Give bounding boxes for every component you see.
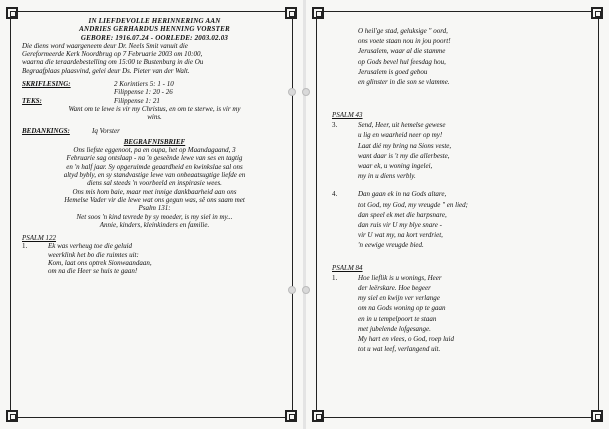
brief-line: Ons mis hom baie, maar met innige dankbaarheid aan ons — [72, 187, 237, 196]
verse-line: Dan gaan ek in na Gods altare, — [358, 190, 447, 199]
service-intro — [22, 42, 287, 75]
teks-quote-end: wins. — [147, 113, 162, 122]
psalm-43-heading: PSALM 43 — [332, 111, 363, 119]
verse-line: want daar is 't my die allerbeste, — [358, 151, 450, 160]
corner-ornament — [591, 7, 603, 19]
verse-number: 3. — [332, 121, 338, 130]
bedankings-label: BEDANKINGS: — [22, 126, 70, 135]
skriflesing-row — [22, 80, 287, 88]
brief-line: Psalm 131: — [138, 204, 171, 213]
psalm-84-heading: PSALM 84 — [332, 263, 363, 272]
verse-line: waar ek, u woning ingelei, — [358, 162, 433, 171]
corner-ornament — [591, 410, 603, 422]
verse-line: u lig en waarheid neer op my! — [358, 131, 443, 140]
verse-line: Jerusalem is goed gebou — [358, 67, 428, 76]
corner-ornament — [312, 410, 324, 422]
brief-line: diens sal steeds 'n voorbeeld en inspirasie wees. — [87, 179, 222, 188]
verse-line: Ek was verheug toe die geluid — [48, 242, 133, 251]
verse-line: dan speel ek met die harpsnare, — [358, 210, 447, 219]
begrafnisbrief-heading: BEGRAFNISBRIEF — [123, 137, 186, 146]
left-page — [0, 0, 303, 429]
verse-line: O heil'ge stad, geluksige " oord, — [358, 27, 448, 35]
verse-line: Kom, laat ons optrek Sionwaandaan, — [48, 259, 152, 268]
teks-ref: Filippense 1: 21 — [114, 96, 160, 105]
psalm-122-verse-1 — [22, 242, 287, 275]
teks-quote: Want om te lewe is vir my Christus, en om te sterwe, is vir my — [68, 104, 241, 113]
verse-line: om na die Heer se huis te gaan! — [48, 267, 138, 276]
psalm-43-verse-3 — [332, 120, 593, 181]
verse-number: 1. — [332, 273, 338, 282]
psalm-122-continued — [358, 26, 593, 87]
brief-line: Ons liefste eggenoot, pa en oupa, het op Maandagaand, 3 — [73, 146, 236, 155]
right-page-content — [358, 26, 593, 87]
verse-line: en glinster in die son se vlamme. — [358, 78, 450, 87]
memorial-title-line1: IN LIEFDEVOLLE HERINNERING AAN — [88, 17, 221, 25]
binder-hole — [288, 88, 296, 96]
birth-death-dates: GEBORE: 1916.07.24 - OORLEDE: 2003.02.03 — [80, 33, 229, 42]
skriflesing-row-2 — [22, 88, 287, 96]
intro-line: Die diens word waargeneem deur Dr. Neels Smit vanuit die — [22, 41, 188, 50]
psalm-43-verse-4 — [332, 189, 593, 250]
verse-line: vir U wat my, na kort verdriet, — [358, 231, 443, 240]
verse-line: Jerusalem, waar al die stamme — [358, 47, 446, 56]
verse-line: My hart en vlees, o God, roep luid — [358, 335, 454, 344]
brief-line: Februarie sag ontslaap - na 'n geseënde lewe van ses en tagtig — [66, 154, 243, 163]
skriflesing-ref-1: 2 Korintiers 5: 1 - 10 — [114, 80, 174, 89]
left-page-content — [22, 17, 287, 276]
verse-line: Laat dié my bring na Sions veste, — [358, 141, 452, 150]
verse-line: en in u tempelpoort te staan — [358, 314, 437, 323]
verse-line: Hoe lieflik is u wonings, Heer — [358, 273, 442, 282]
psalm-122-heading: PSALM 122 — [22, 234, 57, 243]
brief-line: en 'n half jaar. Sy opgeruimde geaardheid en kwinkslae sal ons — [66, 162, 243, 171]
verse-line: my siel en kwijn ver verlange — [358, 294, 440, 303]
verse-line: der leërskare. Hoe begeer — [358, 284, 431, 293]
memorial-title-line2: ANDRIES GERHARDUS HENNING VORSTER — [79, 25, 230, 34]
binder-hole — [288, 286, 296, 294]
bedankings-row — [22, 127, 287, 135]
skriflesing-label: SKRIFLESING: — [22, 80, 71, 89]
bedankings-name: Iq Vorster — [92, 126, 120, 135]
intro-line: Gereformeerde Kerk Noordbrug op 7 Februarie 2003 om 10:00, — [22, 50, 203, 59]
right-page — [306, 0, 609, 429]
teks-row — [22, 97, 287, 105]
skriflesing-ref-2: Filippense 1: 20 - 26 — [114, 88, 173, 97]
verse-line: dan ruis vir U my blye snare - — [358, 221, 442, 230]
verse-line: weerklink het bo die ruimtes uit: — [48, 250, 139, 259]
verse-line: tot God, my God, my vreugde " en lied; — [358, 200, 468, 209]
brief-signature: Annie, kinders, kleinkinders en familie. — [99, 220, 210, 229]
corner-ornament — [6, 410, 18, 422]
intro-line: waarna die teraardebestelling om 15:00 te Bustenburg in die Ou — [22, 58, 204, 67]
brief-line: Hemelse Vader vir die lewe wat ons gegun was, sê ons saam met — [64, 195, 245, 204]
verse-number: 4. — [332, 190, 338, 199]
brief-line: altyd bybly, en sy standvastige lewe van onbeaatsugtige liefde en — [63, 171, 246, 180]
teks-label: TEKS: — [22, 96, 42, 105]
brief-line: Net soos 'n kind tevrede by sy moeder, is my siel in my... — [76, 212, 233, 221]
corner-ornament — [285, 410, 297, 422]
verse-line: Send, Heer, uit hemelse gewese — [358, 121, 446, 130]
corner-ornament — [312, 7, 324, 19]
verse-line: my in u diens verbly. — [358, 172, 416, 181]
verse-line: op Gods bevel hul feesdag hou, — [358, 57, 446, 66]
binder-hole — [302, 286, 310, 294]
verse-line: 'n eewige vreugde bied. — [358, 241, 424, 250]
verse-line: om na Gods woning op te gaan — [358, 304, 446, 313]
binder-hole — [302, 88, 310, 96]
begrafnisbrief-text — [22, 146, 287, 229]
corner-ornament — [6, 7, 18, 19]
verse-line: met jubelende lofgesange. — [358, 324, 431, 333]
psalm-84-verse-1 — [332, 273, 593, 355]
verse-number: 1. — [22, 242, 28, 251]
verse-line: ons voete staan nou in jou poort! — [358, 37, 451, 46]
psalm-43-section — [332, 110, 593, 354]
verse-line: tot u wat leef, verlangend uit. — [358, 345, 441, 354]
intro-line: Begraafplaas plaasvind, gelei deur Ds. Pieter van der Walt. — [22, 66, 190, 75]
